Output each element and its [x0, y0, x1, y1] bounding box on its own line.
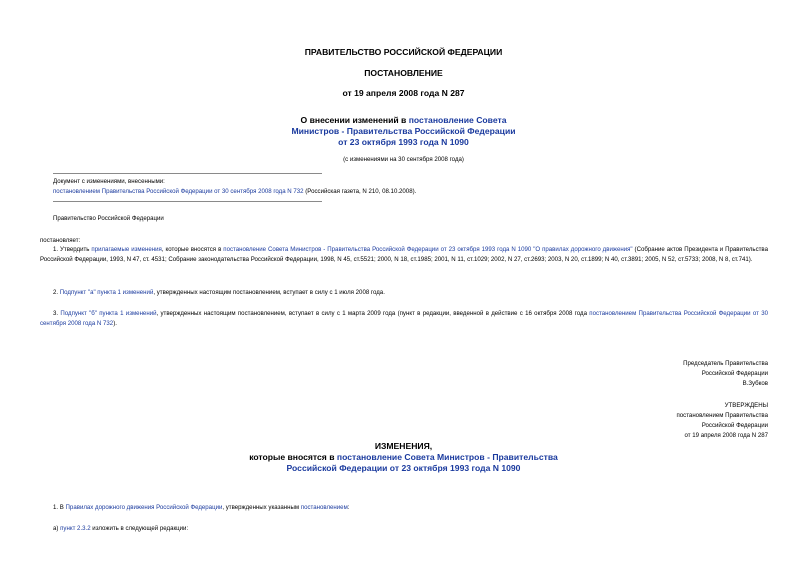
- government-heading: ПРАВИТЕЛЬСТВО РОССИЙСКОЙ ФЕДЕРАЦИИ: [304, 47, 503, 57]
- item-a-link[interactable]: пункт 2.3.2: [60, 525, 91, 532]
- p1-text-2: , которые вносятся в: [161, 246, 224, 253]
- p2-text: 2.: [53, 289, 60, 296]
- changes-title-link-line2[interactable]: Российской Федерации от 23 октября 1993 года N 1090: [286, 463, 521, 473]
- divider-bottom: [53, 201, 322, 202]
- approved-by: постановлением Правительства: [676, 412, 768, 419]
- changes-link[interactable]: постановлением Правительства Российской Федерации от 30 сентября 2008 года N 732: [53, 188, 304, 195]
- document-date: от 19 апреля 2008 года N 287: [342, 88, 465, 98]
- changes-title-text: которые вносятся в: [249, 452, 337, 462]
- p3-text-2: , утвержденных настоящим постановлением, вступает в силу с 1 марта 2009 года (пункт в редакции, введенной в действие с 16 октября 2008 года: [156, 310, 590, 317]
- changes-intro: Документ с изменениями, внесенными:: [53, 178, 165, 185]
- divider-top: [53, 173, 322, 174]
- p1-link-changes[interactable]: прилагаемые изменения: [91, 246, 162, 253]
- item-1: [53, 503, 349, 513]
- changes-box: [53, 177, 753, 197]
- changes-title-heading: ИЗМЕНЕНИЯ,: [374, 441, 433, 451]
- item-1-text: 1. В: [53, 504, 66, 511]
- p3-link-subclause[interactable]: Подпункт "б" пункта 1 изменений: [60, 310, 157, 317]
- p1-text: 1. Утвердить: [53, 246, 92, 253]
- title-link-line3[interactable]: от 23 октября 1993 года N 1090: [338, 137, 469, 147]
- title-text: О внесении изменений в: [300, 115, 409, 125]
- approved-country: Российской Федерации: [701, 422, 768, 429]
- p2-link[interactable]: Подпункт "а" пункта 1 изменений: [59, 289, 154, 296]
- document-type: ПОСТАНОВЛЕНИЕ: [364, 68, 443, 78]
- p1-text-3: (Собрание актов Президента и Правительства Российской Федерации, 1993, N 47, ст. 4531; Собрание законодательства Российской Федерации, 1998, N 45, ст.5521; 2000, N 18, ст.1985; 2001, N 11, ст.1029; 2002, N 27, ст.2693; 2003, N 20, ст.1899; N 40, ст.3891; 2005, N 52, ст.5733; 2008, N 8, ст.741).: [40, 246, 768, 263]
- title-link[interactable]: постановление Совета: [408, 115, 507, 125]
- title-link-line2[interactable]: Министров - Правительства Российской Федерации: [291, 126, 516, 136]
- item-a-text: а): [53, 525, 61, 532]
- p3-link-resolution[interactable]: постановлением Правительства Российской Федерации от 30 сентября 2008 года N 732: [40, 310, 769, 327]
- item-1-link-rules[interactable]: Правилах дорожного движения Российской Федерации: [65, 504, 223, 511]
- changes-title-link[interactable]: постановление Совета Министров - Правительства: [336, 452, 558, 462]
- item-a-text-2: изложить в следующей редакции:: [90, 525, 189, 532]
- signature-block: [683, 359, 768, 389]
- item-1-text-2: , утвержденных указанным: [222, 504, 301, 511]
- changes-tail: (Российская газета, N 210, 08.10.2008).: [303, 188, 417, 195]
- paragraph-3: [40, 309, 768, 329]
- body-resolves: постановляет:: [40, 237, 81, 244]
- p3-text-3: ).: [113, 320, 117, 327]
- item-1-text-3: :: [347, 504, 350, 511]
- p2-text-2: , утвержденных настоящим постановлением, вступает в силу с 1 июля 2008 года.: [153, 289, 385, 296]
- signature-country: Российской Федерации: [701, 370, 768, 377]
- p1-link-resolution[interactable]: постановление Совета Министров - Правительства Российской Федерации от 23 октября 1993 года N 1090 "О правилах дорожного движения": [223, 246, 633, 253]
- p3-text: 3.: [53, 310, 61, 317]
- document-title: [0, 115, 807, 148]
- paragraph-1: [40, 245, 768, 265]
- paragraph-2: [53, 288, 385, 298]
- approved-date: от 19 апреля 2008 года N 287: [684, 432, 768, 439]
- approved-block: [676, 401, 768, 441]
- item-1-link-resolution[interactable]: постановлением: [300, 504, 348, 511]
- signature-name: В.Зубков: [742, 380, 768, 387]
- item-a: [53, 524, 188, 534]
- edition-note: (с изменениями на 30 сентября 2008 года): [343, 156, 464, 163]
- signature-title: Председатель Правительства: [683, 360, 768, 367]
- approved-label: УТВЕРЖДЕНЫ: [724, 402, 768, 409]
- changes-title: [0, 441, 807, 474]
- body-government: Правительство Российской Федерации: [53, 215, 164, 222]
